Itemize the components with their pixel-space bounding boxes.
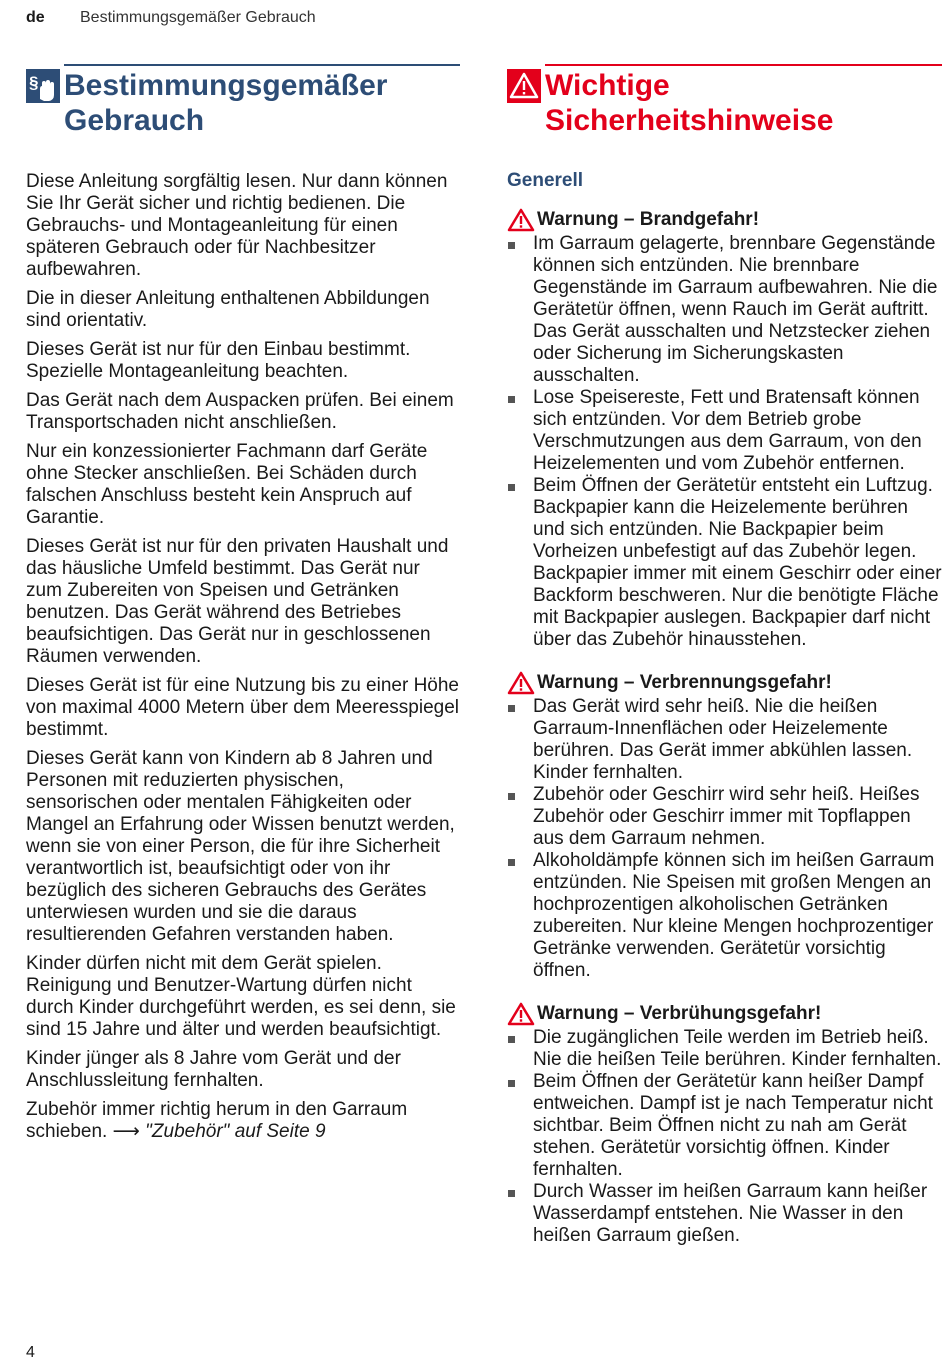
intended-use-heading	[26, 68, 460, 138]
list-item-text: Durch Wasser im heißen Garraum kann heißer Wasserdampf entstehen. Nie Wasser in den heißen Garraum gießen.	[533, 1181, 928, 1246]
list-item	[507, 475, 942, 651]
bullet-icon	[508, 484, 515, 491]
bullet-icon	[508, 1080, 515, 1087]
warning-heading-fire	[507, 208, 942, 232]
section-rule	[545, 64, 942, 66]
bullet-icon	[508, 859, 515, 866]
list-item	[507, 1071, 942, 1181]
bullet-icon	[508, 1036, 515, 1043]
warning-title: Warnung – Verbrennungsgefahr!	[537, 672, 832, 693]
warning-list	[507, 696, 942, 982]
list-item	[507, 784, 942, 850]
paragraph: Kinder jünger als 8 Jahre vom Gerät und der Anschlussleitung fernhalten.	[26, 1048, 401, 1091]
section-title-header: Bestimmungsgemäßer Gebrauch	[80, 9, 316, 26]
warning-heading-scald	[507, 1002, 942, 1026]
list-item-text: Die zugänglichen Teile werden im Betrieb heiß. Nie die heißen Teile berühren. Kinder fernhalten.	[533, 1027, 942, 1070]
warning-list	[507, 233, 942, 651]
list-item-text: Zubehör oder Geschirr wird sehr heiß. Heißes Zubehör oder Geschirr immer mit Topflappen aus dem Garraum nehmen.	[533, 784, 920, 849]
warning-triangle-icon	[507, 671, 535, 695]
list-item	[507, 1027, 942, 1071]
language-code: de	[26, 9, 45, 26]
list-item	[507, 1181, 942, 1247]
warning-triangle-icon	[507, 208, 535, 232]
intended-use-column	[26, 64, 460, 1150]
intended-use-body	[26, 171, 460, 1143]
paragraph: Dieses Gerät ist für eine Nutzung bis zu einer Höhe von maximal 4000 Metern über dem Meeresspiegel bestimmt.	[26, 675, 459, 740]
cross-reference-link[interactable]: "Zubehör" auf Seite 9	[139, 1121, 326, 1142]
list-item	[507, 233, 942, 387]
list-item-text: Das Gerät wird sehr heiß. Nie die heißen Garraum-Innenflächen oder Heizelemente berühren. Das Gerät immer abkühlen lassen. Kinder fernhalten.	[533, 696, 913, 783]
warning-sign-icon	[507, 69, 541, 103]
bullet-icon	[508, 793, 515, 800]
page-title: Bestimmungsgemäßer Gebrauch	[64, 69, 388, 137]
safety-title: Wichtige Sicherheitshinweise	[545, 69, 834, 137]
paragraph: Nur ein konzessionierter Fachmann darf Geräte ohne Stecker anschließen. Bei Schäden durch falschen Anschluss besteht kein Anspruch auf Garantie.	[26, 441, 428, 528]
warning-triangle-icon	[507, 1002, 535, 1026]
svg-text:§: §	[29, 73, 39, 92]
list-item	[507, 850, 942, 982]
list-item-text: Alkoholdämpfe können sich im heißen Garraum entzünden. Nie Speisen mit großen Mengen an hochprozentigen alkoholischen Getränken zubereiten. Nur kleine Mengen hochprozentiger Getränke verwenden. Gerätetür vorsichtig öffnen.	[533, 850, 935, 981]
warning-heading-burn	[507, 671, 942, 695]
list-item-text: Beim Öffnen der Gerätetür kann heißer Dampf entweichen. Dampf ist je nach Temperatur nicht sichtbar. Beim Öffnen nicht zu nah am Gerät stehen. Gerätetür vorsichtig öffnen. Kinder fernhalten.	[533, 1071, 933, 1180]
warning-title: Warnung – Brandgefahr!	[537, 209, 760, 230]
list-item	[507, 696, 942, 784]
safety-column	[507, 64, 942, 1247]
bullet-icon	[508, 1190, 515, 1197]
page-number: 4	[26, 1344, 35, 1361]
section-rule	[64, 64, 460, 66]
list-item-text: Lose Speisereste, Fett und Bratensaft können sich entzünden. Vor dem Betrieb grobe Verschmutzungen aus dem Garraum, von den Heizelementen und vom Zubehör entfernen.	[533, 387, 922, 474]
bullet-icon	[508, 705, 515, 712]
bullet-icon	[508, 242, 515, 249]
paragraph: Das Gerät nach dem Auspacken prüfen. Bei einem Transportschaden nicht anschließen.	[26, 390, 454, 433]
warning-list	[507, 1027, 942, 1247]
subheading-general: Generell	[507, 170, 584, 191]
warning-title: Warnung – Verbrühungsgefahr!	[537, 1003, 822, 1024]
intended-use-icon	[26, 69, 60, 103]
list-item	[507, 387, 942, 475]
list-item-text: Beim Öffnen der Gerätetür entsteht ein Luftzug. Backpapier kann die Heizelemente berühren und sich entzünden. Nie Backpapier beim Vorheizen unbefestigt auf das Zubehör legen. Backpapier immer mit einem Geschirr oder einer Backform beschweren. Nur die benötigte Fläche mit Backpapier auslegen. Backpapier darf nicht über das Zubehör hinausstehen.	[533, 475, 942, 650]
paragraph: Dieses Gerät ist nur für den Einbau bestimmt. Spezielle Montageanleitung beachten.	[26, 339, 411, 382]
paragraph: Dieses Gerät ist nur für den privaten Haushalt und das häusliche Umfeld bestimmt. Das Gerät nur zum Zubereiten von Speisen und Getränken benutzen. Das Gerät während des Betriebes beaufsichtigen. Das Gerät nur in geschlossenen Räumen verwenden.	[26, 536, 449, 667]
paragraph: Diese Anleitung sorgfältig lesen. Nur dann können Sie Ihr Gerät sicher und richtig bedienen. Die Gebrauchs- und Montageanleitung für einen späteren Gebrauch oder für Nachbesitzer aufbewahren.	[26, 171, 448, 280]
paragraph: Kinder dürfen nicht mit dem Gerät spielen. Reinigung und Benutzer-Wartung dürfen nicht durch Kinder durchgeführt werden, es sei denn, sie sind 15 Jahre und älter und werden beaufsichtigt.	[26, 953, 456, 1040]
page-header	[0, 0, 950, 40]
paragraph: Dieses Gerät kann von Kindern ab 8 Jahren und Personen mit reduzierten physischen, sensorischen oder mentalen Fähigkeiten oder Mangel an Erfahrung oder Wissen benutzt werden, wenn sie von einer Person, die für ihre Sicherheit verantwortlich ist, beaufsichtigt oder von ihr bezüglich des sicheren Gebrauchs des Gerätes unterwiesen wurden und sie die daraus resultierenden Gefahren verstanden haben.	[26, 748, 455, 945]
reference-arrow-icon: ⟶	[112, 1121, 140, 1142]
paragraph-with-reference	[26, 1099, 460, 1143]
paragraph: Die in dieser Anleitung enthaltenen Abbildungen sind orientativ.	[26, 288, 430, 331]
safety-heading	[507, 68, 942, 138]
bullet-icon	[508, 396, 515, 403]
list-item-text: Im Garraum gelagerte, brennbare Gegenstände können sich entzünden. Nie brennbare Gegenstände im Garraum aufbewahren. Nie die Gerätetür öffnen, wenn Rauch im Gerät auftritt. Das Gerät ausschalten und Netzstecker ziehen oder Sicherung im Sicherungskasten ausschalten.	[533, 233, 938, 386]
paragraph-text: Zubehör immer richtig herum in den Garraum schieben.	[26, 1099, 408, 1142]
